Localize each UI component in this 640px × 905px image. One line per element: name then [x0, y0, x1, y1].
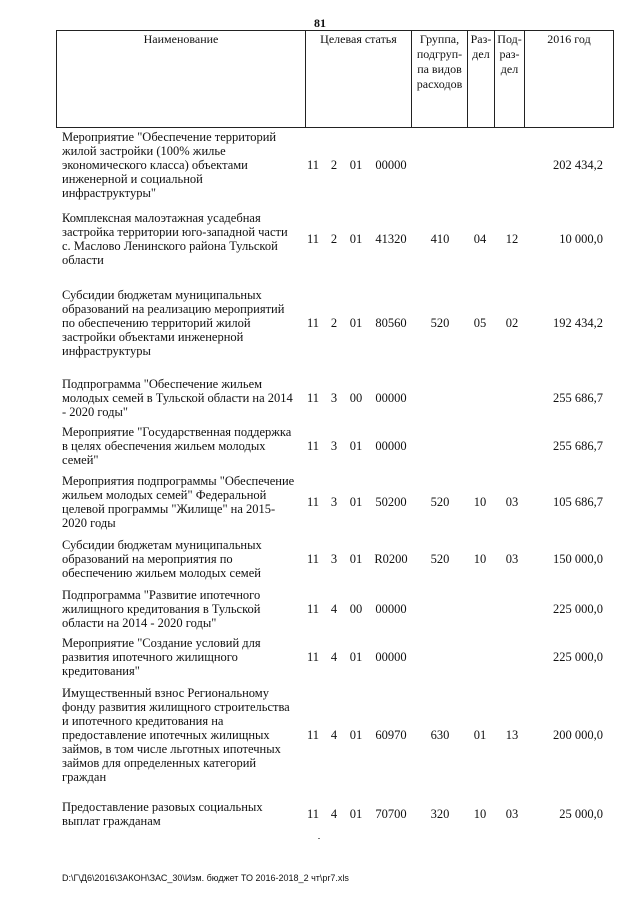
- row-name-line: кредитования": [62, 664, 140, 678]
- row-name-line: семей": [62, 453, 99, 467]
- cell-amount: 225 000,0: [553, 602, 603, 616]
- cell-subsection: 03: [505, 552, 519, 566]
- cell-expense-group: 410: [430, 232, 450, 246]
- cell-section: 10: [473, 552, 487, 566]
- cell-expense-group: 520: [430, 552, 450, 566]
- row-name-line: жилищного кредитования в Тульской: [62, 602, 261, 616]
- cell-section: 10: [473, 495, 487, 509]
- cell-target-code: 50200: [375, 495, 407, 509]
- row-name-line: Подпрограмма "Развитие ипотечного: [62, 588, 261, 602]
- header-year: 2016 год: [525, 31, 614, 128]
- cell-expense-group: 630: [430, 728, 450, 742]
- row-name-line: и ипотечного кредитования на: [62, 714, 224, 728]
- cell-target-program: 11: [306, 391, 320, 405]
- cell-target-subprogram: 4: [330, 728, 338, 742]
- cell-subsection: 13: [505, 728, 519, 742]
- cell-target-event: 01: [349, 807, 363, 821]
- row-name-line: образований на мероприятия по: [62, 552, 233, 566]
- row-name-line: займов для определенных категорий: [62, 756, 257, 770]
- cell-target-code: 00000: [375, 391, 407, 405]
- cell-target-code: 70700: [375, 807, 407, 821]
- cell-target-event: 01: [349, 316, 363, 330]
- row-name-line: Мероприятие "Государственная поддержка: [62, 425, 292, 439]
- scan-mark: [318, 838, 320, 839]
- row-name: [62, 425, 306, 467]
- row-name-line: обеспечению жильем молодых семей: [62, 566, 261, 580]
- cell-target-program: 11: [306, 807, 320, 821]
- header-target: Целевая статья: [306, 31, 412, 128]
- row-name: [62, 538, 306, 580]
- cell-expense-group: 320: [430, 807, 450, 821]
- row-name-line: Комплексная малоэтажная усадебная: [62, 211, 261, 225]
- cell-target-program: 11: [306, 316, 320, 330]
- row-name-line: инфраструктуры": [62, 186, 156, 200]
- cell-target-subprogram: 3: [330, 391, 338, 405]
- row-name-line: Мероприятия подпрограммы "Обеспечение: [62, 474, 295, 488]
- row-name: [62, 474, 306, 530]
- cell-target-code: 80560: [375, 316, 407, 330]
- cell-target-code: 00000: [375, 158, 407, 172]
- file-path-footer: D:\Г\Д6\2016\ЗАКОН\ЗАС_30\Изм. бюджет ТО 2016-2018_2 чт\pr7.xls: [62, 873, 349, 883]
- row-name-line: области: [62, 253, 104, 267]
- row-name-line: области на 2014 - 2020 годы": [62, 616, 217, 630]
- row-name-line: инженерной и социальной: [62, 172, 203, 186]
- cell-target-program: 11: [306, 495, 320, 509]
- row-name-line: молодых семей в Тульской области на 2014: [62, 391, 293, 405]
- row-name-line: займов, в том числе льготных ипотечных: [62, 742, 281, 756]
- cell-target-subprogram: 3: [330, 495, 338, 509]
- row-name-line: развития ипотечного жилищного: [62, 650, 238, 664]
- row-name-line: образований на реализацию мероприятий: [62, 302, 285, 316]
- cell-target-program: 11: [306, 602, 320, 616]
- cell-amount: 255 686,7: [553, 391, 603, 405]
- row-name-line: жилой застройки (100% жилье: [62, 144, 226, 158]
- cell-amount: 150 000,0: [553, 552, 603, 566]
- cell-target-code: 41320: [375, 232, 407, 246]
- row-name-line: Мероприятие "Обеспечение территорий: [62, 130, 277, 144]
- cell-target-subprogram: 2: [330, 158, 338, 172]
- row-name-line: Предоставление разовых социальных: [62, 800, 263, 814]
- header-group: Группа, подгруп- па видов расходов: [412, 31, 468, 128]
- cell-target-subprogram: 3: [330, 552, 338, 566]
- row-name-line: - 2020 годы": [62, 405, 128, 419]
- cell-target-subprogram: 2: [330, 232, 338, 246]
- row-name-line: застройка территории юго-западной части: [62, 225, 288, 239]
- row-name-line: предоставление ипотечных жилищных: [62, 728, 270, 742]
- cell-target-code: 60970: [375, 728, 407, 742]
- row-name-line: граждан: [62, 770, 107, 784]
- row-name: [62, 686, 306, 784]
- row-name-line: в целях обеспечения жильем молодых: [62, 439, 266, 453]
- cell-target-subprogram: 4: [330, 807, 338, 821]
- row-name-line: фонду развития жилищного строительства: [62, 700, 290, 714]
- row-name: [62, 377, 306, 419]
- cell-amount: 10 000,0: [559, 232, 603, 246]
- row-name-line: Подпрограмма "Обеспечение жильем: [62, 377, 263, 391]
- row-name-line: застройки объектами инженерной: [62, 330, 244, 344]
- row-name: [62, 636, 306, 678]
- cell-subsection: 12: [505, 232, 519, 246]
- row-name-line: Субсидии бюджетам муниципальных: [62, 538, 262, 552]
- cell-amount: 225 000,0: [553, 650, 603, 664]
- cell-section: 10: [473, 807, 487, 821]
- row-name-line: 2020 годы: [62, 516, 116, 530]
- row-name-line: экономического класса) объектами: [62, 158, 248, 172]
- row-name: [62, 800, 306, 828]
- cell-amount: 25 000,0: [559, 807, 603, 821]
- cell-expense-group: 520: [430, 495, 450, 509]
- header-name: Наименование: [57, 31, 306, 128]
- page-number: 81: [314, 16, 326, 30]
- cell-target-event: 01: [349, 158, 363, 172]
- cell-target-code: 00000: [375, 650, 407, 664]
- cell-target-code: R0200: [374, 552, 408, 566]
- cell-section: 05: [473, 316, 487, 330]
- cell-subsection: 02: [505, 316, 519, 330]
- row-name-line: Мероприятие "Создание условий для: [62, 636, 261, 650]
- cell-target-code: 00000: [375, 602, 407, 616]
- cell-target-event: 00: [349, 391, 363, 405]
- cell-section: 04: [473, 232, 487, 246]
- row-name-line: жильем молодых семей" Федеральной: [62, 488, 267, 502]
- cell-target-subprogram: 2: [330, 316, 338, 330]
- header-section: Раз- дел: [468, 31, 495, 128]
- row-name-line: Субсидии бюджетам муниципальных: [62, 288, 262, 302]
- cell-subsection: 03: [505, 495, 519, 509]
- cell-target-event: 01: [349, 232, 363, 246]
- cell-amount: 255 686,7: [553, 439, 603, 453]
- cell-target-event: 01: [349, 650, 363, 664]
- row-name-line: целевой программы "Жилище" на 2015-: [62, 502, 276, 516]
- cell-target-program: 11: [306, 650, 320, 664]
- cell-target-event: 01: [349, 728, 363, 742]
- row-name-line: с. Маслово Ленинского района Тульской: [62, 239, 278, 253]
- cell-target-event: 00: [349, 602, 363, 616]
- cell-amount: 105 686,7: [553, 495, 603, 509]
- row-name-line: Имущественный взнос Региональному: [62, 686, 269, 700]
- cell-target-event: 01: [349, 495, 363, 509]
- row-name: [62, 588, 306, 630]
- header-subsection: Под- раз- дел: [495, 31, 525, 128]
- cell-target-program: 11: [306, 728, 320, 742]
- row-name: [62, 130, 306, 200]
- row-name: [62, 288, 306, 358]
- cell-amount: 200 000,0: [553, 728, 603, 742]
- row-name: [62, 211, 306, 267]
- cell-subsection: 03: [505, 807, 519, 821]
- cell-target-event: 01: [349, 439, 363, 453]
- cell-target-program: 11: [306, 158, 320, 172]
- table-header: [56, 30, 614, 128]
- cell-target-program: 11: [306, 439, 320, 453]
- cell-target-code: 00000: [375, 439, 407, 453]
- cell-expense-group: 520: [430, 316, 450, 330]
- cell-target-program: 11: [306, 552, 320, 566]
- cell-target-subprogram: 3: [330, 439, 338, 453]
- row-name-line: выплат гражданам: [62, 814, 161, 828]
- cell-target-program: 11: [306, 232, 320, 246]
- cell-amount: 192 434,2: [553, 316, 603, 330]
- cell-amount: 202 434,2: [553, 158, 603, 172]
- cell-target-event: 01: [349, 552, 363, 566]
- row-name-line: по обеспечению территорий жилой: [62, 316, 251, 330]
- row-name-line: инфраструктуры: [62, 344, 151, 358]
- cell-target-subprogram: 4: [330, 650, 338, 664]
- cell-section: 01: [473, 728, 487, 742]
- cell-target-subprogram: 4: [330, 602, 338, 616]
